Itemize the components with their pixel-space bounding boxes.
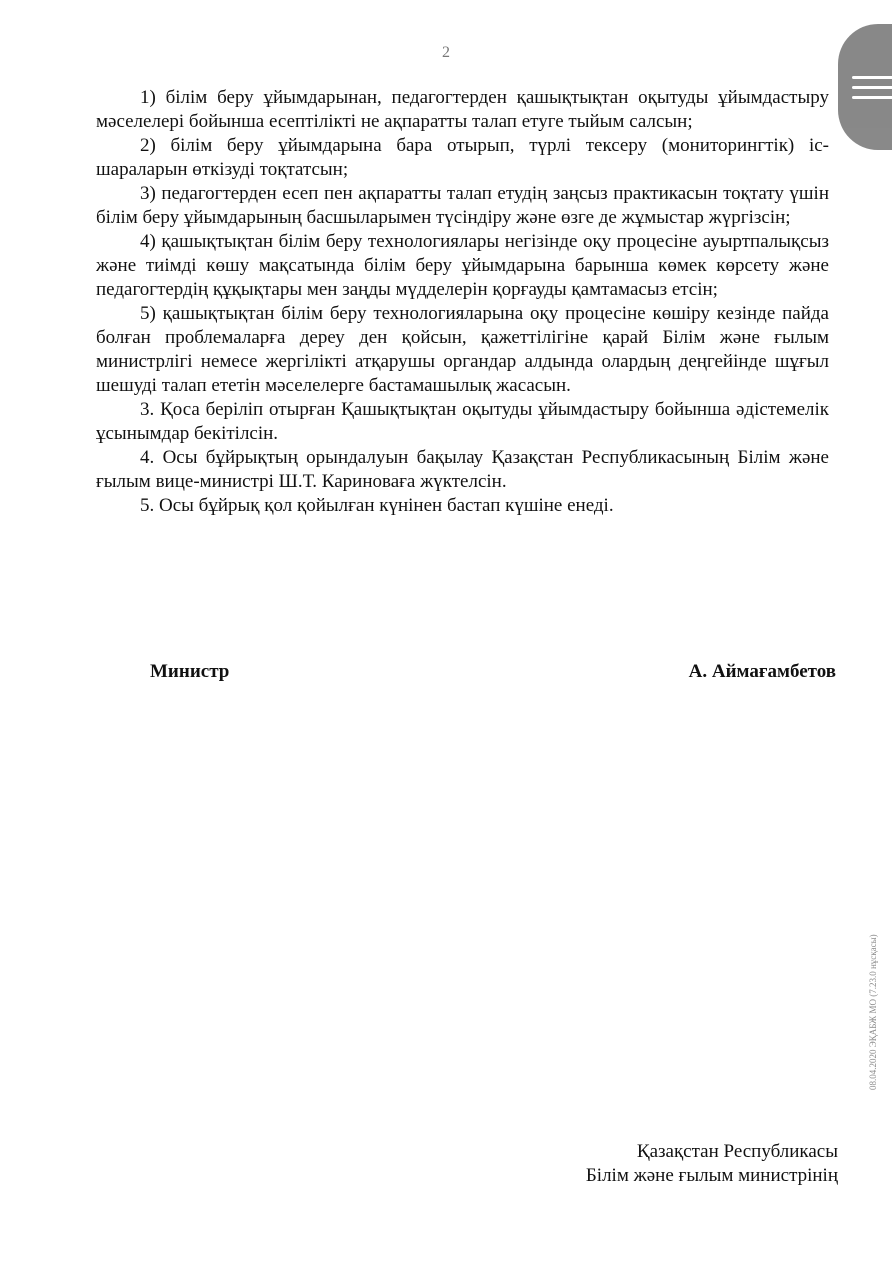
- paragraph-point-3: 3. Қоса беріліп отырған Қашықтықтан оқытуды ұйымдастыру бойынша әдістемелік ұсынымдар бекітілсін.: [96, 399, 829, 444]
- paragraph-item-1: 1) білім беру ұйымдарынан, педагогтерден қашықтықтан оқытуды ұйымдастыру мәселелері бойынша есептілікті не ақпаратты талап етуге тыйым салсын;: [96, 87, 829, 132]
- page-number: 2: [442, 44, 450, 61]
- signatory-name: А. Аймағамбетов: [688, 661, 836, 682]
- document-body: [96, 86, 829, 518]
- side-stamp: 08.04.2020 ЭҚАБЖ МО (7.23.0 нұсқасы): [868, 934, 878, 1090]
- hamburger-menu-icon[interactable]: [838, 24, 892, 150]
- footer-line-2: Білім және ғылым министрінің: [585, 1165, 838, 1186]
- menu-bar-middle: [852, 86, 892, 89]
- menu-bar-top: [852, 76, 892, 79]
- paragraph-item-4: 4) қашықтықтан білім беру технологиялары негізінде оқу процесіне ауыртпалықсыз және тиімді көшу мақсатында білім беру ұйымдарына барынша көмек көрсету және педагогтердің құқықтары мен заңды мүдделерін қорғауды қамтамасыз етсін;: [96, 231, 829, 300]
- footer-line-1: Қазақстан Республикасы: [636, 1141, 838, 1162]
- paragraph-item-5: 5) қашықтықтан білім беру технологияларына оқу процесіне көшіру кезінде пайда болған проблемаларға дереу ден қойсын, қажеттілігіне қарай Білім және ғылым министрлігі немесе жергілікті атқарушы органдар алдында олардың деңгейінде шұғыл шешуді талап ететін мәселелерге бастамашылық жасасын.: [96, 303, 829, 396]
- paragraph-item-3: 3) педагогтерден есеп пен ақпаратты талап етудің заңсыз практикасын тоқтату үшін білім беру ұйымдарының басшыларымен түсіндіру және өзге де жұмыстар жүргізсін;: [96, 183, 829, 228]
- menu-bar-bottom: [852, 96, 892, 99]
- signatory-role: Министр: [150, 661, 230, 682]
- paragraph-point-5: 5. Осы бұйрық қол қойылған күнінен бастап күшіне енеді.: [140, 495, 614, 516]
- paragraph-point-4: 4. Осы бұйрықтың орындалуын бақылау Қазақстан Республикасының Білім және ғылым вице-министрі Ш.Т. Кариноваға жүктелсін.: [96, 447, 829, 492]
- paragraph-item-2: 2) білім беру ұйымдарына бара отырып, түрлі тексеру (мониторингтік) іс-шараларын өткізуді тоқтатсын;: [96, 135, 829, 180]
- footer-block: [586, 1140, 838, 1188]
